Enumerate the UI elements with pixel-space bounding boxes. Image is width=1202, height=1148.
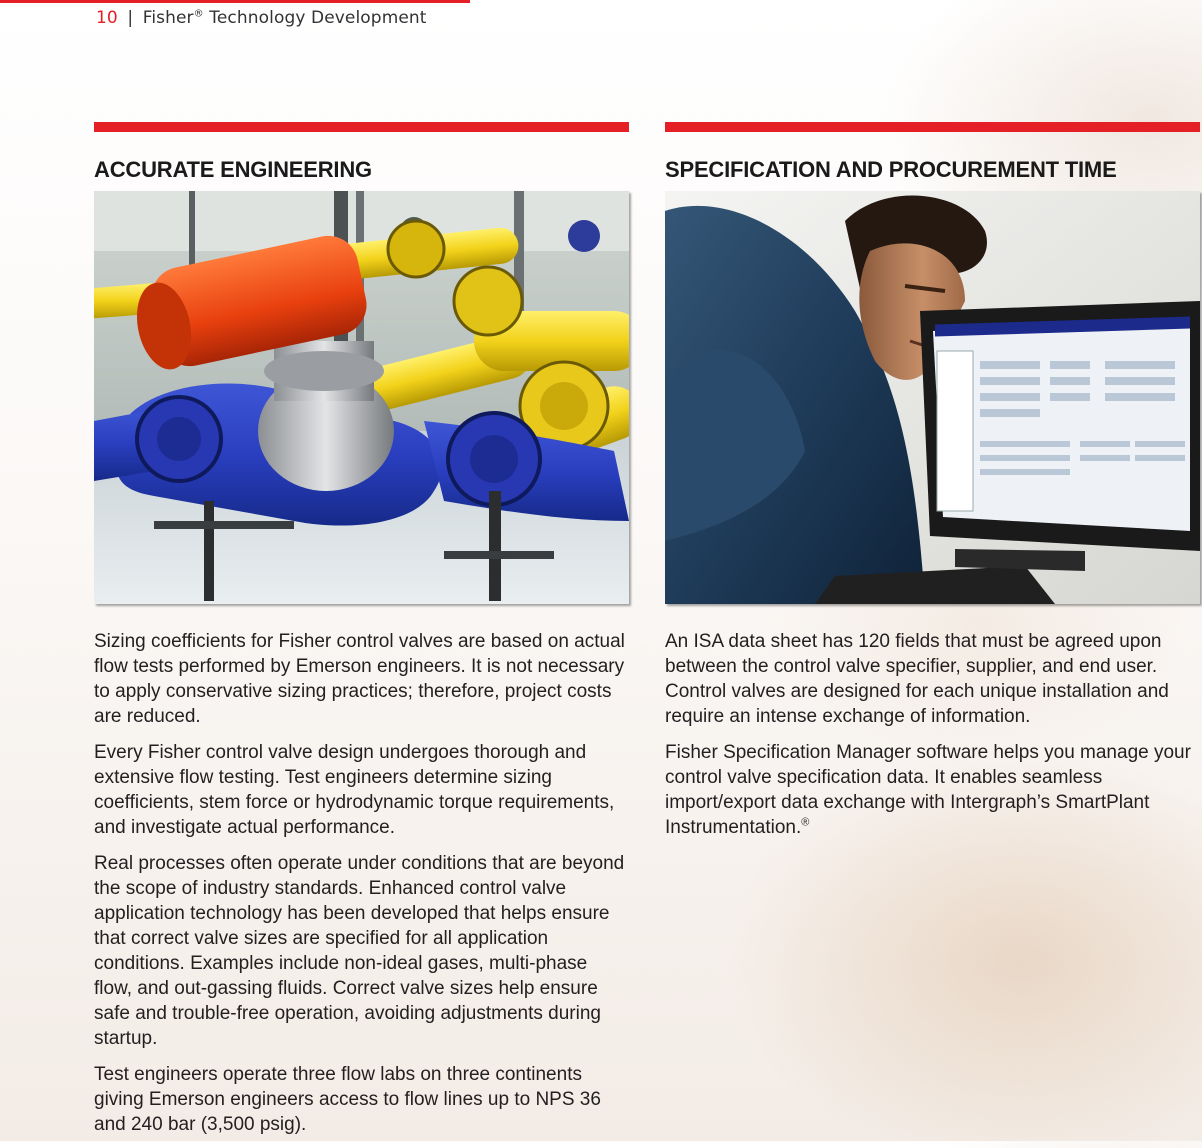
right-paragraph-2: Fisher Specification Manager software helps you manage your control valve specification data. It enables seamless import/export data exchange with Intergraph’s SmartPlant Instrumentation.: [665, 742, 1191, 838]
left-section-rule: [94, 122, 629, 132]
page-number: 10: [96, 8, 118, 28]
running-header: [96, 8, 427, 28]
flow-lab-photo: [94, 191, 629, 604]
left-paragraph-3: Real processes often operate under conditions that are beyond the scope of industry standards. Enhanced control valve application technology has been developed that helps ensure that correct valve sizes are specified for all application conditions. Examples include non-ideal gases, multi-phase flow, and out-gassing fluids. Correct valve sizes help ensure safe and trouble-free operation, avoiding adjustments during startup.: [94, 853, 625, 1049]
right-paragraph-1: An ISA data sheet has 120 fields that must be agreed upon between the control valve specifier, supplier, and end user. Control valves are designed for each unique installation and require an intense exchange of information.: [665, 631, 1169, 727]
left-section-heading: ACCURATE ENGINEERING: [94, 157, 372, 182]
top-accent-rule: [0, 0, 470, 3]
right-column: [665, 122, 1200, 851]
registered-mark: ®: [801, 816, 810, 829]
engineer-monitor-photo: [665, 191, 1200, 604]
right-body-text: [665, 629, 1200, 840]
header-brand: Fisher: [142, 8, 194, 28]
left-column: [94, 122, 629, 1148]
header-separator: |: [127, 8, 134, 28]
header-title: Technology Development: [209, 8, 427, 28]
right-section-rule: [665, 122, 1200, 132]
left-paragraph-4: Test engineers operate three flow labs on three continents giving Emerson engineers access to flow lines up to NPS 36 and 240 bar (3,500 psig).: [94, 1064, 601, 1135]
right-section-heading: SPECIFICATION AND PROCUREMENT TIME: [665, 157, 1117, 182]
header-registered-mark: ®: [193, 8, 204, 20]
right-paragraph-2-wrapper: [665, 740, 1200, 840]
left-paragraph-1: Sizing coefficients for Fisher control valves are based on actual flow tests performed by Emerson engineers. It is not necessary to apply conservative sizing practices; therefore, project costs are reduced.: [94, 631, 625, 727]
left-paragraph-2: Every Fisher control valve design undergoes thorough and extensive flow testing. Test engineers determine sizing coefficients, stem force or hydrodynamic torque requirements, and investigate actual performance.: [94, 742, 615, 838]
left-body-text: [94, 629, 629, 1137]
